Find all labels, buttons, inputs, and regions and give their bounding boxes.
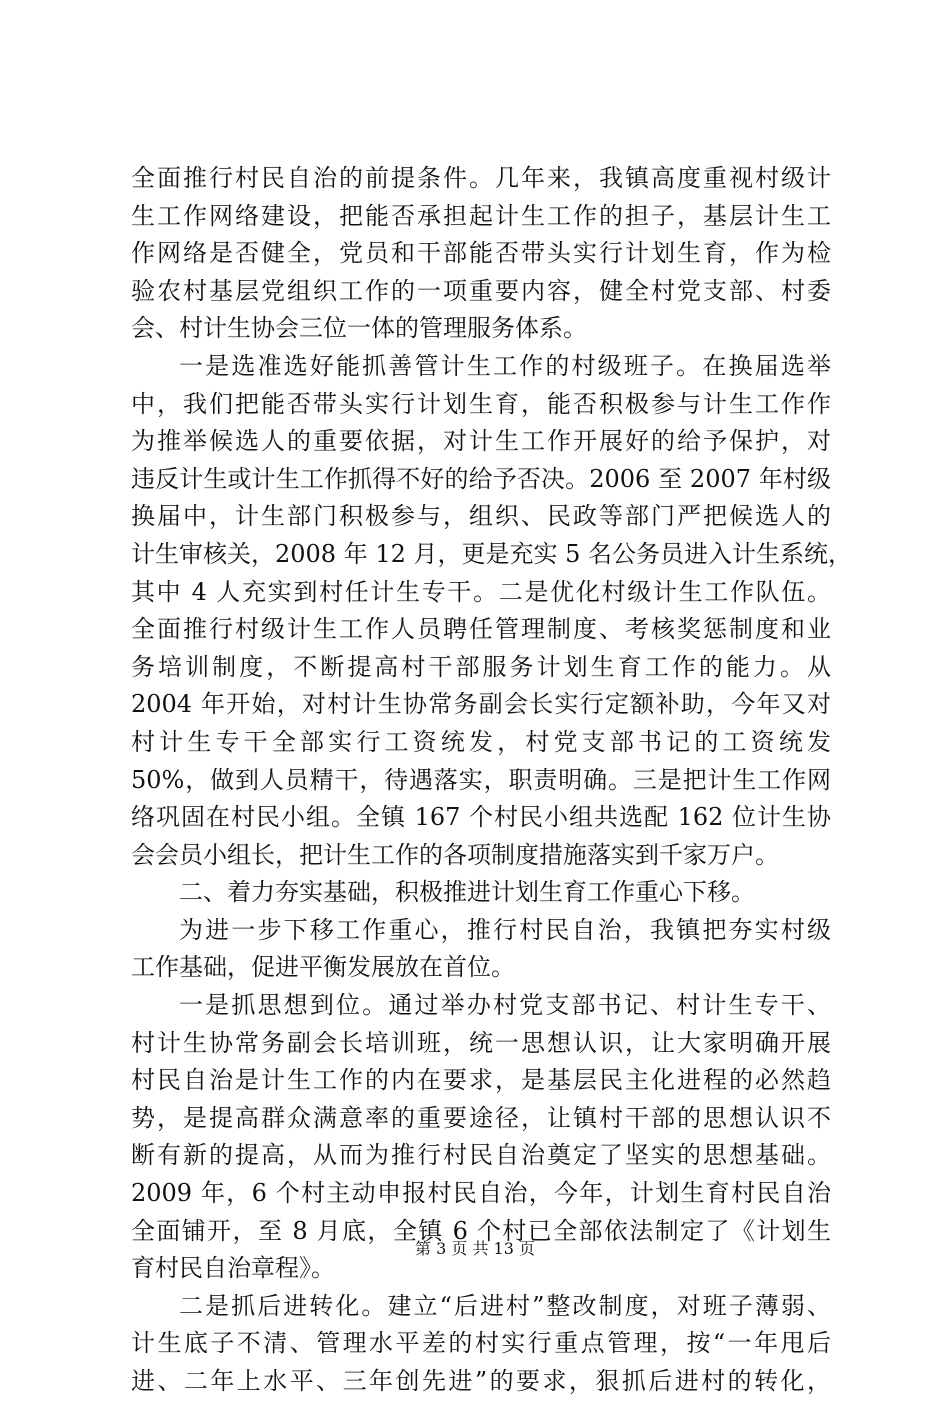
text-line: 会、村计生协会三位一体的管理服务体系。: [131, 314, 587, 343]
text-line: 全面推行村级计生工作人员聘任管理制度、考核奖惩制度和业: [131, 615, 831, 644]
text-line: 其中 4 人充实到村任计生专干。二是优化村级计生工作队伍。: [131, 577, 831, 606]
text-line: 进、二年上水平、三年创先进”的要求，狠抓后进村的转化，: [131, 1367, 831, 1395]
text-line: 为推举候选人的重要依据，对计生工作开展好的给予保护，对: [131, 427, 831, 456]
text-line: 生工作网络建设，把能否承担起计生工作的担子，基层计生工: [131, 201, 831, 230]
text-line: 计生底子不清、管理水平差的村实行重点管理，按“一年甩后: [131, 1329, 831, 1358]
text-line: 中，我们把能否带头实行计划生育，能否积极参与计生工作作: [131, 389, 831, 418]
text-line: 作网络是否健全，党员和干部能否带头实行计划生育，作为检: [131, 239, 831, 268]
text-line: 50%，做到人员精干，待遇落实，职责明确。三是把计生工作网: [131, 765, 831, 794]
text-line: 育村民自治章程》。: [131, 1254, 335, 1283]
text-line: 村民自治是计生工作的内在要求，是基层民主化进程的必然趋: [131, 1066, 831, 1095]
text-line: 为进一步下移工作重心，推行村民自治，我镇把夯实村级: [179, 915, 831, 944]
text-line: 2009 年，6 个村主动申报村民自治，今年，计划生育村民自治: [131, 1179, 831, 1208]
text-line: 一是选准选好能抓善管计生工作的村级班子。在换届选举: [179, 351, 831, 380]
text-line: 二、着力夯实基础，积极推进计划生育工作重心下移。: [179, 878, 755, 907]
text-line: 工作基础，促进平衡发展放在首位。: [131, 953, 515, 982]
text-line: 务培训制度，不断提高村干部服务计划生育工作的能力。从: [131, 652, 831, 681]
text-line: 2004 年开始，对村计生协常务副会长实行定额补助，今年又对: [131, 690, 831, 719]
text-line: 换届中，计生部门积极参与，组织、民政等部门严把候选人的: [131, 502, 831, 531]
text-line: 全面推行村民自治的前提条件。几年来，我镇高度重视村级计: [131, 164, 831, 192]
text-line: 断有新的提高，从而为推行村民自治奠定了坚实的思想基础。: [131, 1141, 831, 1170]
text-line: 络巩固在村民小组。全镇 167 个村民小组共选配 162 位计生协: [131, 803, 831, 832]
page-footer: 第 3 页 共 13 页: [415, 1239, 535, 1258]
text-line: 二是抓后进转化。建立“后进村”整改制度，对班子薄弱、: [179, 1291, 831, 1320]
text-line: 验农村基层党组织工作的一项重要内容，健全村党支部、村委: [131, 276, 831, 305]
text-line: 会会员小组长，把计生工作的各项制度措施落实到千家万户。: [131, 840, 779, 869]
text-line: 势，是提高群众满意率的重要途径，让镇村干部的思想认识不: [131, 1103, 831, 1132]
text-line: 一是抓思想到位。通过举办村党支部书记、村计生专干、: [179, 991, 831, 1020]
document-body: [131, 160, 853, 1401]
text-line: 计生审核关，2008 年 12 月，更是充实 5 名公务员进入计生系统，: [131, 539, 853, 568]
text-line: 全面铺开，至 8 月底，全镇 6 个村已全部依法制定了《计划生: [131, 1216, 831, 1245]
text-line: 违反计生或计生工作抓得不好的给予否决。2006 至 2007 年村级: [131, 464, 831, 493]
text-line: 村计生专干全部实行工资统发，村党支部书记的工资统发: [131, 727, 831, 756]
text-line: 村计生协常务副会长培训班，统一思想认识，让大家明确开展: [131, 1028, 831, 1057]
